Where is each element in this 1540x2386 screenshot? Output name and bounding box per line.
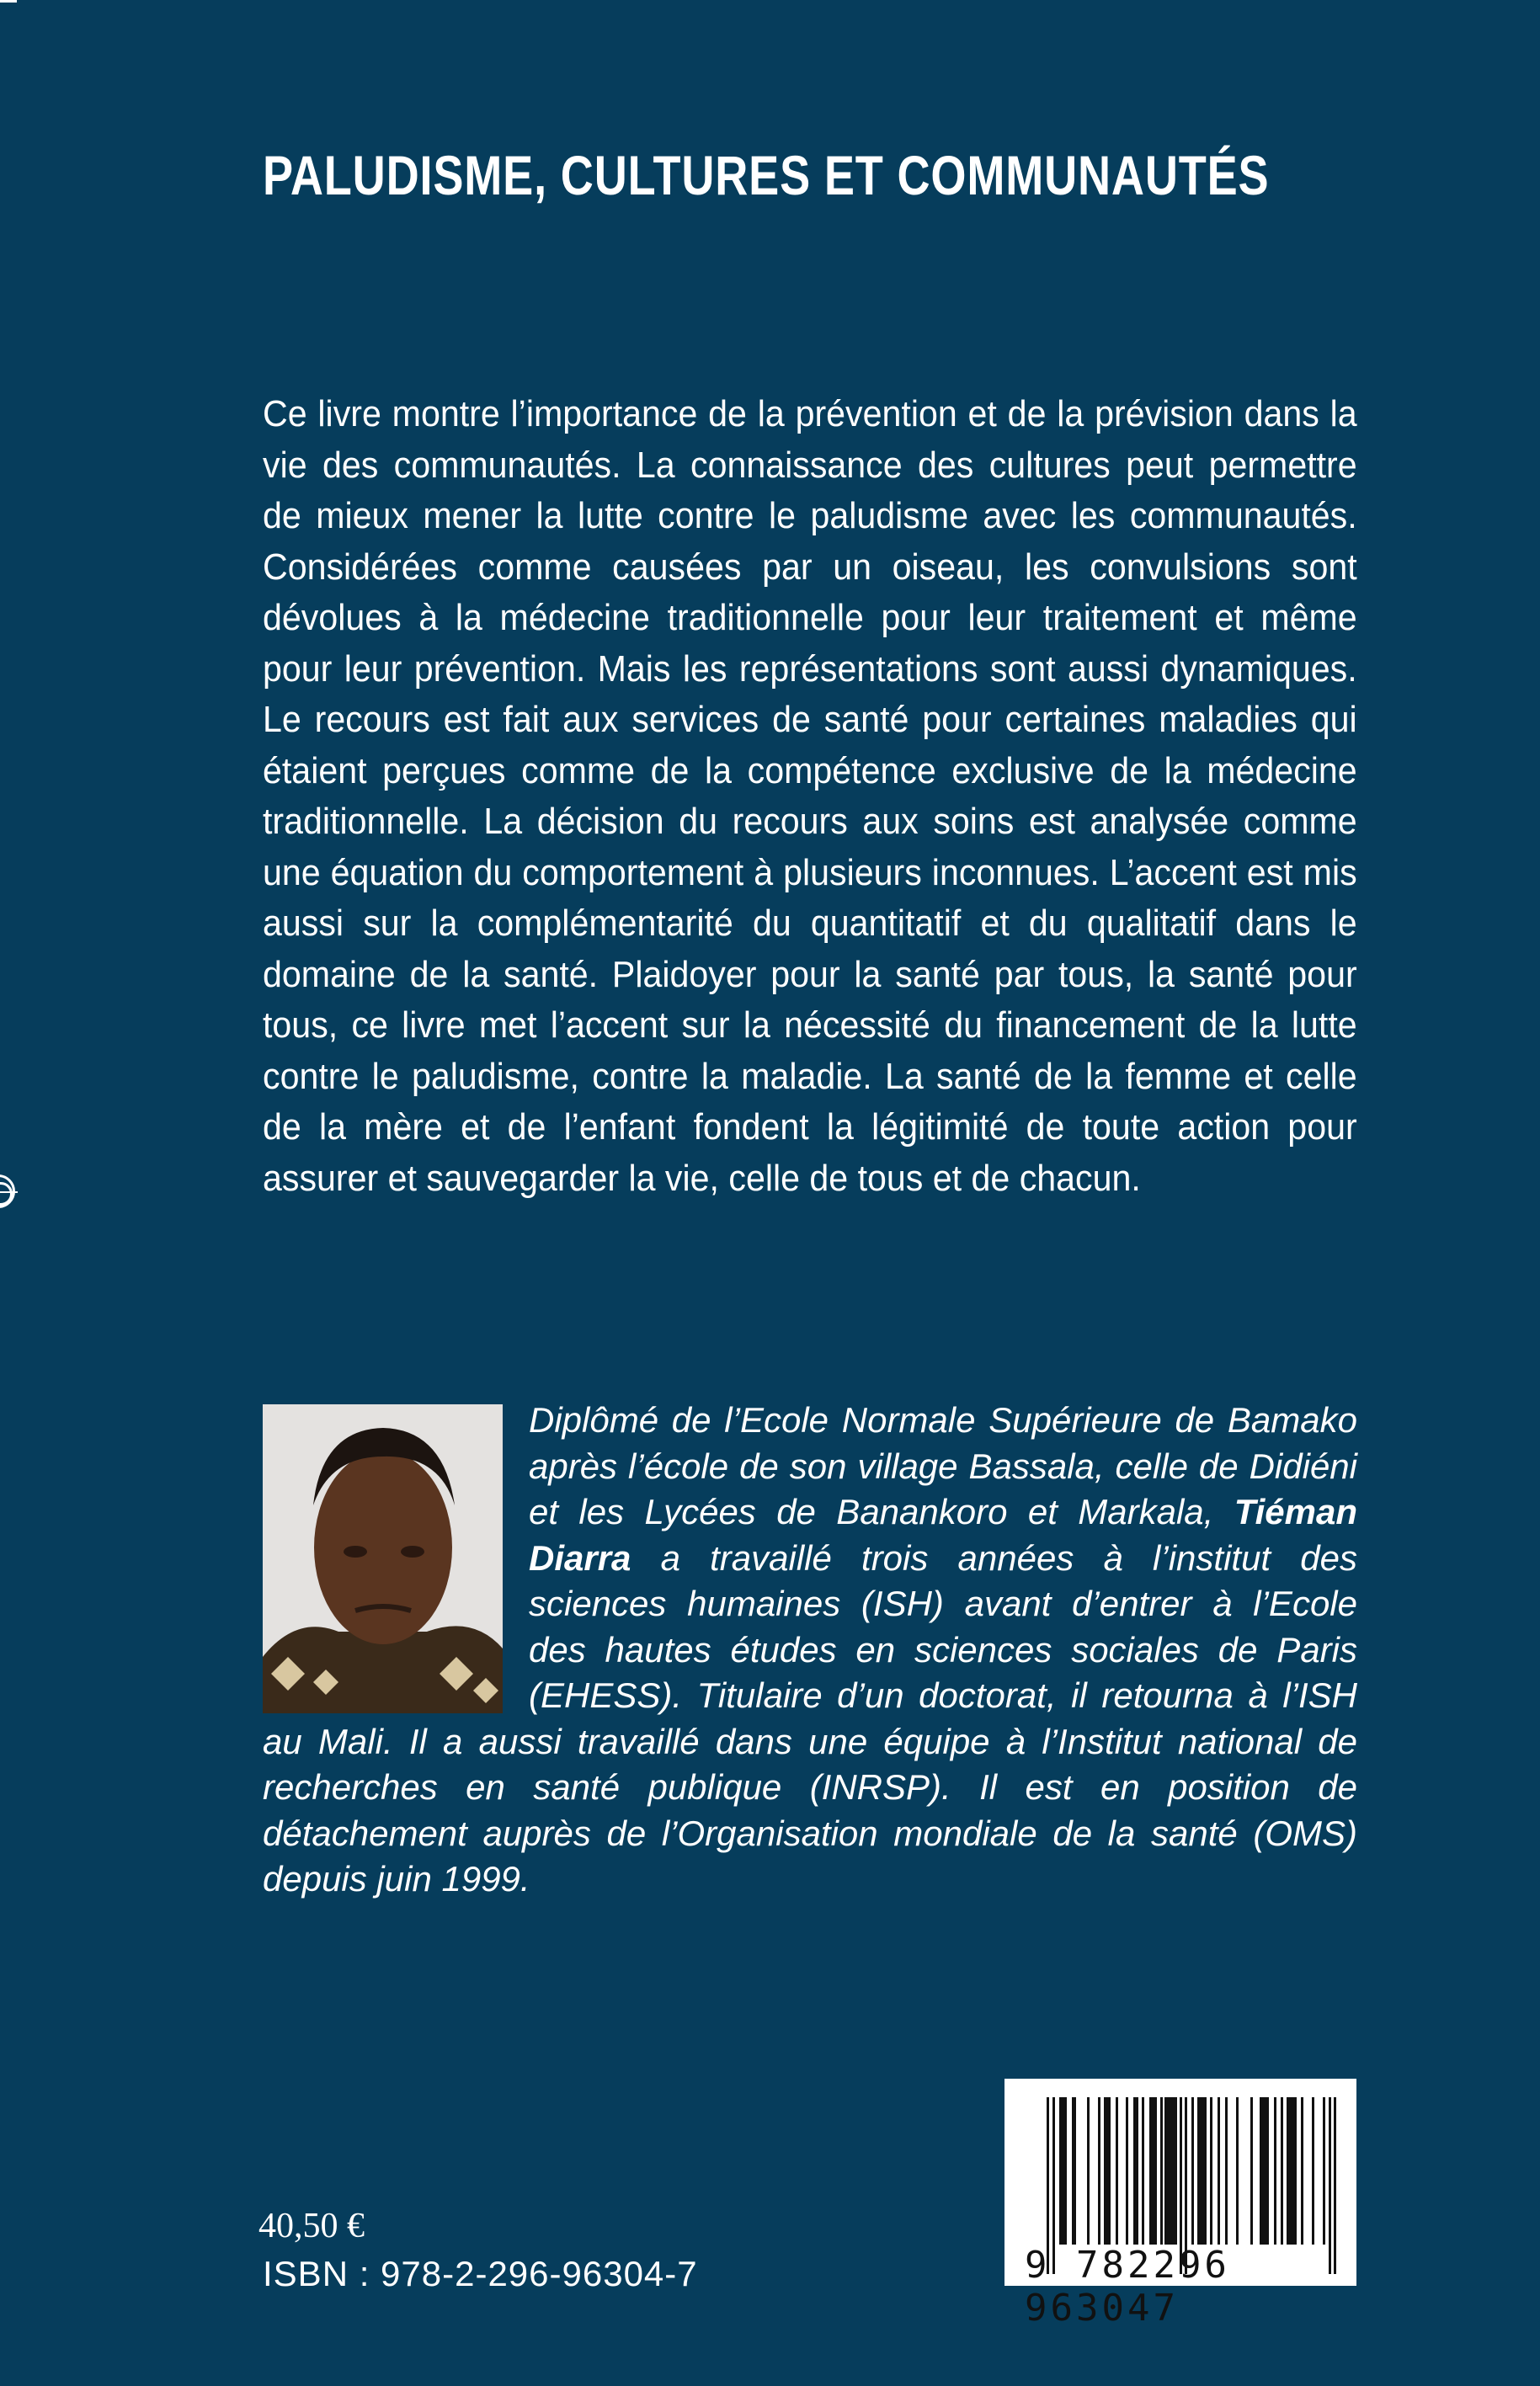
book-blurb: Ce livre montre l’importance de la prévention et de la prévision dans la vie des communautés. La connaissance des cultures peut permettre de mieux mener la lutte contre le paludisme avec les communautés. Considérées comme causées par un oiseau, les convulsions sont dévolues à la médecine traditionnelle pour leur traitement et même pour leur prévention. Mais les représentations sont aussi dynamiques. Le recours est fait aux services de santé pour certaines maladies qui étaient perçues comme de la compétence exclusive de la médecine traditionnelle. La décision du recours aux soins est analysée comme une équation du comportement à plusieurs inconnues. L’accent est mis aussi sur la complémentarité du quantitatif et du qualitatif dans le domaine de la santé. Plaidoyer pour la santé par tous, la santé pour tous, ce livre met l’accent sur la nécessité du financement de la lutte contre le paludisme, contre la maladie. La santé de la femme et celle de la mère et de l’enfant fondent la légitimité de toute action pour assurer et sauvegarder la vie, celle de tous et de chacun.	[263, 393, 1357, 1199]
bio-text-end: a travaillé trois années à l’institut des sciences humaines (ISH) avant d’entrer à l’Ecole des hautes études en sciences sociales de Paris (EHESS). Titulaire d’un doctorat, il retourna à l’ISH au Mali. Il a aussi travaillé dans une équipe à l’Institut national de recherches en santé publique (INRSP). Il est en position de détachement auprès de l’Organisation mondiale de la santé (OMS) depuis juin 1999.	[263, 1537, 1357, 1899]
photo-spacer	[263, 1398, 529, 1675]
book-title: PALUDISME, CULTURES ET COMMUNAUTÉS	[263, 144, 1270, 206]
bio-text-start: Diplômé de l’Ecole Normale Supérieure de Bamako après l’école de son village Bassala, celle de Didiéni et les Lycées de Banankoro et Markala,	[529, 1400, 1357, 1531]
author-bio	[263, 1398, 1357, 1903]
registration-mark-icon	[0, 1174, 15, 1208]
crop-mark	[0, 0, 17, 3]
barcode	[1004, 2079, 1356, 2330]
price: 40,50 €	[258, 2207, 365, 2245]
barcode-number: 9 782296 963047	[1025, 2244, 1230, 2330]
author-name: Tiéman Diarra	[529, 1492, 1357, 1578]
isbn: ISBN : 978-2-296-96304-7	[263, 2254, 698, 2293]
